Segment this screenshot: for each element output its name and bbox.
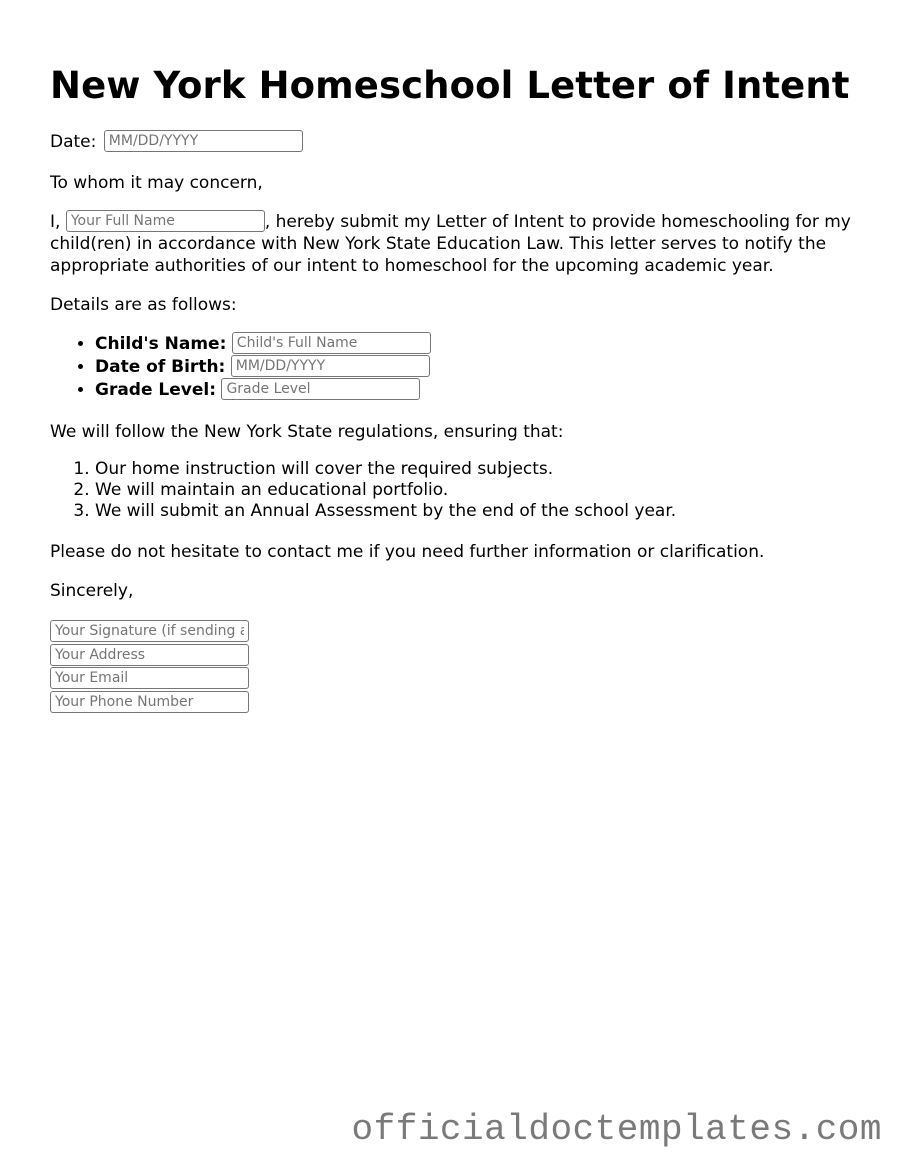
grade-level-input[interactable] <box>221 378 420 400</box>
child-name-input[interactable] <box>232 332 431 354</box>
regulation-item: 3. We will submit an Annual Assessment by the end of the school year. <box>95 501 676 522</box>
full-name-input[interactable] <box>66 210 265 232</box>
intro-prefix: I, <box>50 212 61 232</box>
date-of-birth-label: Date of Birth: <box>95 357 226 377</box>
signature-block <box>50 620 249 714</box>
phone-input[interactable] <box>50 691 249 713</box>
page-title: New York Homeschool Letter of Intent <box>50 64 850 107</box>
closing: Sincerely, <box>50 581 134 601</box>
contact-note: Please do not hesitate to contact me if you need further information or clarification. <box>50 542 765 562</box>
date-of-birth-input[interactable] <box>231 355 430 377</box>
signature-input[interactable] <box>50 620 249 642</box>
detail-item-date-of-birth <box>95 356 431 379</box>
intro-text: , hereby submit my Letter of Intent to provide homeschooling for my child(ren) in accordance with New York State Education Law. This letter serves to notify the appropriate authorities of our intent to homeschool for the upcoming academic year. <box>50 212 851 276</box>
date-row <box>50 131 303 153</box>
regulations-lead: We will follow the New York State regulations, ensuring that: <box>50 422 564 442</box>
details-lead: Details are as follows: <box>50 295 237 315</box>
date-label: Date: <box>50 132 97 152</box>
intro-paragraph <box>50 211 870 277</box>
date-input[interactable] <box>104 130 303 152</box>
watermark: officialdoctemplates.com <box>351 1109 882 1150</box>
regulations-list <box>50 459 676 522</box>
regulation-item: 1. Our home instruction will cover the required subjects. <box>95 459 676 480</box>
greeting: To whom it may concern, <box>50 173 263 193</box>
detail-item-grade-level <box>95 379 431 402</box>
grade-level-label: Grade Level: <box>95 380 217 400</box>
detail-item-child-name <box>95 333 431 356</box>
child-name-label: Child's Name: <box>95 334 227 354</box>
regulation-item: 2. We will maintain an educational portfolio. <box>95 480 676 501</box>
address-input[interactable] <box>50 644 249 666</box>
details-list <box>50 333 431 402</box>
email-input[interactable] <box>50 667 249 689</box>
